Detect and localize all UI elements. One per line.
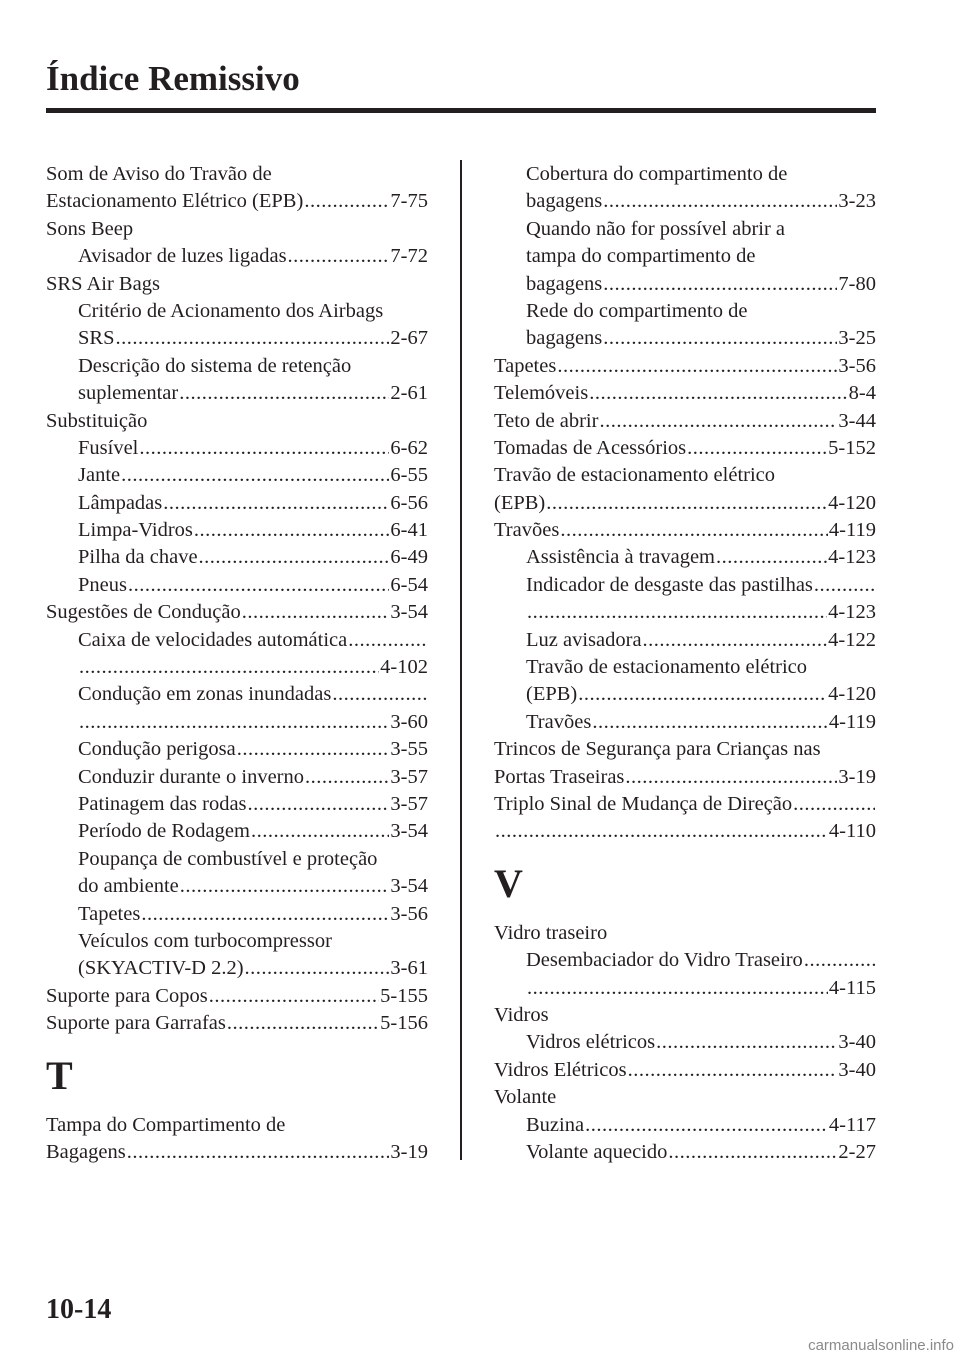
index-entry [46, 681, 428, 708]
index-entry [46, 1010, 428, 1037]
entry-label: SRS [78, 327, 115, 350]
entry-label: Estacionamento Elétrico (EPB) [46, 190, 304, 213]
dot-leader [527, 975, 828, 1002]
index-entry [46, 572, 428, 599]
index-text-line: Cobertura do compartimento de [526, 163, 788, 185]
entry-label: Tapetes [494, 354, 557, 377]
entry-page-ref: 3-54 [390, 601, 428, 624]
dot-leader [139, 435, 389, 462]
entry-label: bagagens [526, 272, 603, 295]
dot-leader [79, 654, 379, 681]
dot-leader [248, 791, 390, 818]
entry-page-ref: 3-61 [390, 957, 428, 980]
dot-leader [288, 243, 390, 270]
index-entry [46, 1139, 428, 1166]
index-entry [46, 462, 428, 489]
index-entry [494, 380, 876, 407]
index-entry [46, 517, 428, 544]
index-entry [494, 1139, 876, 1166]
dot-leader [585, 1112, 828, 1139]
dot-leader [237, 736, 390, 763]
dot-leader [79, 709, 389, 736]
index-entry [46, 325, 428, 352]
index-text-line: Descrição do sistema de retenção [78, 354, 352, 377]
index-entry [46, 764, 428, 791]
page-title: Índice Remissivo [46, 59, 300, 98]
index-entry [46, 955, 428, 982]
dot-leader [804, 947, 875, 974]
dot-leader [546, 490, 827, 517]
dot-leader [163, 490, 389, 517]
entry-label: Suporte para Garrafas [46, 1012, 226, 1035]
entry-page-ref: 3-56 [838, 354, 876, 377]
entry-page-ref: 3-19 [838, 765, 876, 788]
entry-page-ref: 4-115 [828, 976, 876, 999]
dot-leader [194, 517, 390, 544]
index-text-line: Poupança de combustível e proteção [78, 847, 378, 870]
entry-page-ref: 4-102 [380, 656, 428, 679]
dot-leader [643, 627, 828, 654]
index-entry [46, 901, 428, 928]
entry-label: Suporte para Copos [46, 984, 208, 1007]
entry-label: Patinagem das rodas [78, 792, 247, 815]
dot-leader [592, 709, 828, 736]
entry-page-ref: 3-23 [838, 190, 876, 213]
entry-label: Conduzir durante o inverno [78, 765, 305, 788]
dot-leader [793, 791, 875, 818]
index-entry [46, 818, 428, 845]
index-entry [494, 435, 876, 462]
index-entry [494, 1029, 876, 1056]
entry-label: Bagagens [46, 1140, 126, 1163]
watermark: carmanualsonline.info [808, 1337, 954, 1354]
index-entry [46, 709, 428, 736]
entry-label: Travões [494, 519, 560, 542]
entry-page-ref: 6-62 [390, 436, 428, 459]
entry-label: Pilha da chave [78, 546, 198, 569]
index-text-line: Som de Aviso do Travão de [46, 163, 272, 185]
index-entry [46, 627, 428, 654]
section-letter: T [46, 1052, 73, 1098]
dot-leader [527, 599, 827, 626]
entry-label: Teto de abrir [494, 409, 599, 432]
dot-leader [305, 764, 389, 791]
index-entry [46, 243, 428, 270]
dot-leader [603, 325, 837, 352]
index-entry [46, 983, 428, 1010]
entry-page-ref: 3-56 [390, 902, 428, 925]
dot-leader [557, 353, 837, 380]
entry-label: Caixa de velocidades automática [78, 628, 348, 651]
index-entry [46, 435, 428, 462]
index-entry [46, 544, 428, 571]
dot-leader [656, 1029, 837, 1056]
dot-leader [668, 1139, 837, 1166]
entry-label: Buzina [526, 1113, 585, 1136]
index-text-line: Veículos com turbocompressor [78, 929, 332, 952]
entry-page-ref: 4-123 [828, 601, 876, 624]
dot-leader [242, 599, 390, 626]
dot-leader [625, 764, 837, 791]
index-entry [494, 681, 876, 708]
dot-leader [304, 188, 389, 215]
dot-leader [332, 681, 427, 708]
index-text-line: SRS Air Bags [46, 272, 160, 295]
entry-label: (EPB) [494, 491, 546, 514]
index-text-line: Tampa do Compartimento de [46, 1113, 286, 1136]
entry-page-ref: 7-75 [390, 190, 428, 213]
dot-leader [814, 572, 875, 599]
dot-leader [127, 1139, 390, 1166]
index-entry [46, 873, 428, 900]
index-entry [494, 188, 876, 215]
entry-page-ref: 2-61 [390, 382, 428, 405]
index-entry [46, 654, 428, 681]
index-text-line: Vidros [494, 1003, 549, 1026]
entry-page-ref: 4-123 [828, 546, 876, 569]
index-entry [494, 1112, 876, 1139]
index-entry [494, 544, 876, 571]
index-text-line: Rede do compartimento de [526, 299, 748, 322]
index-text-line: Sons Beep [46, 217, 134, 240]
entry-page-ref: 6-41 [390, 519, 428, 542]
entry-page-ref: 3-44 [838, 409, 876, 432]
entry-label: (EPB) [526, 683, 578, 706]
entry-label: Condução perigosa [78, 738, 236, 761]
index-text-line: Vidro traseiro [494, 921, 608, 944]
entry-page-ref: 6-55 [390, 464, 428, 487]
dot-leader [115, 325, 389, 352]
entry-page-ref: 3-54 [390, 820, 428, 843]
entry-label: do ambiente [78, 875, 179, 898]
entry-label: Período de Rodagem [78, 820, 250, 843]
index-text-line: Quando não for possível abrir a [526, 217, 786, 240]
index-entry [494, 408, 876, 435]
index-entry [494, 1057, 876, 1084]
index-text-line: Trincos de Segurança para Crianças nas [494, 738, 821, 761]
entry-label: bagagens [526, 190, 603, 213]
entry-label: Telemóveis [494, 382, 589, 405]
dot-leader [199, 544, 390, 571]
entry-label: Vidros elétricos [526, 1031, 656, 1054]
entry-page-ref: 6-54 [390, 573, 428, 596]
entry-page-ref: 3-60 [390, 710, 428, 733]
index-entry [46, 791, 428, 818]
index-entry [494, 975, 876, 1002]
entry-label: bagagens [526, 327, 603, 350]
entry-page-ref: 3-55 [390, 738, 428, 761]
dot-leader [560, 517, 828, 544]
entry-label: suplementar [78, 382, 179, 405]
index-text-line: Substituição [46, 409, 148, 432]
entry-label: Lâmpadas [78, 491, 163, 514]
entry-page-ref: 3-25 [838, 327, 876, 350]
index-text-line: Travão de estacionamento elétrico [526, 656, 808, 679]
entry-page-ref: 5-156 [380, 1012, 428, 1035]
index-entry [494, 490, 876, 517]
header-rule [46, 108, 876, 113]
index-entry [494, 764, 876, 791]
index-entry [46, 599, 428, 626]
column-divider [460, 160, 462, 1160]
entry-page-ref: 4-120 [828, 491, 876, 514]
dot-leader [348, 627, 427, 654]
index-text-line: Travão de estacionamento elétrico [494, 464, 776, 487]
dot-leader [578, 681, 827, 708]
dot-leader [128, 572, 389, 599]
index-text-line: Volante [494, 1086, 557, 1109]
entry-label: Luz avisadora [526, 628, 642, 651]
dot-leader [599, 408, 837, 435]
entry-page-ref: 8-4 [848, 382, 876, 405]
entry-label: Assistência à travagem [526, 546, 715, 569]
dot-leader [141, 901, 389, 928]
dot-leader [227, 1010, 379, 1037]
index-text-line: Critério de Acionamento dos Airbags [78, 299, 384, 322]
index-entry [494, 325, 876, 352]
page-number: 10-14 [46, 1294, 112, 1325]
index-entry [494, 599, 876, 626]
entry-page-ref: 6-56 [390, 491, 428, 514]
index-entry [494, 818, 876, 845]
entry-label: Triplo Sinal de Mudança de Direção [494, 792, 793, 815]
dot-leader [251, 818, 389, 845]
entry-page-ref: 3-19 [390, 1140, 428, 1163]
entry-page-ref: 3-57 [390, 792, 428, 815]
entry-label: Avisador de luzes ligadas [78, 245, 287, 268]
dot-leader [180, 873, 390, 900]
entry-page-ref: 7-72 [390, 245, 428, 268]
dot-leader [628, 1057, 838, 1084]
entry-page-ref: 6-49 [390, 546, 428, 569]
index-entry [494, 572, 876, 599]
index-entry [494, 791, 876, 818]
index-entry [494, 627, 876, 654]
dot-leader [245, 955, 390, 982]
index-entry [46, 490, 428, 517]
index-entry [494, 709, 876, 736]
dot-leader [716, 544, 827, 571]
entry-label: Vidros Elétricos [494, 1058, 627, 1081]
index-entry [494, 947, 876, 974]
dot-leader [121, 462, 389, 489]
dot-leader [603, 271, 837, 298]
index-entry [494, 271, 876, 298]
entry-label: Sugestões de Condução [46, 601, 241, 624]
dot-leader [589, 380, 847, 407]
entry-page-ref: 5-155 [380, 984, 428, 1007]
dot-leader [179, 380, 389, 407]
dot-leader [209, 983, 379, 1010]
index-column-left [46, 161, 428, 1166]
entry-page-ref: 3-40 [838, 1031, 876, 1054]
entry-page-ref: 3-57 [390, 765, 428, 788]
index-entry [46, 188, 428, 215]
dot-leader [687, 435, 827, 462]
entry-label: Volante aquecido [526, 1140, 668, 1163]
entry-label: Tapetes [78, 902, 141, 925]
entry-page-ref: 7-80 [838, 272, 876, 295]
index-entry [46, 736, 428, 763]
section-letter: V [494, 860, 523, 906]
entry-page-ref: 4-119 [828, 710, 876, 733]
entry-label: Jante [78, 464, 121, 487]
entry-page-ref: 5-152 [828, 436, 876, 459]
entry-label: Fusível [78, 436, 139, 459]
index-entry [46, 380, 428, 407]
dot-leader [495, 818, 828, 845]
entry-page-ref: 4-119 [828, 519, 876, 542]
entry-label: Condução em zonas inundadas [78, 683, 332, 706]
index-entry [494, 517, 876, 544]
entry-label: Indicador de desgaste das pastilhas [526, 573, 813, 596]
dot-leader [603, 188, 837, 215]
entry-page-ref: 3-40 [838, 1058, 876, 1081]
entry-page-ref: 4-117 [828, 1113, 876, 1136]
entry-label: Tomadas de Acessórios [494, 436, 687, 459]
entry-label: Pneus [78, 573, 127, 596]
entry-label: (SKYACTIV-D 2.2) [78, 957, 244, 980]
index-column-right [494, 161, 876, 1166]
entry-label: Limpa-Vidros [78, 519, 193, 542]
entry-page-ref: 4-120 [828, 683, 876, 706]
entry-label: Desembaciador do Vidro Traseiro [526, 949, 803, 972]
index-text-line: tampa do compartimento de [526, 245, 756, 268]
entry-page-ref: 2-27 [838, 1140, 876, 1163]
index-entry [494, 353, 876, 380]
entry-label: Portas Traseiras [494, 765, 625, 788]
entry-label: Travões [526, 710, 592, 733]
entry-page-ref: 4-110 [828, 820, 876, 843]
entry-page-ref: 3-54 [390, 875, 428, 898]
entry-page-ref: 2-67 [390, 327, 428, 350]
entry-page-ref: 4-122 [828, 628, 876, 651]
